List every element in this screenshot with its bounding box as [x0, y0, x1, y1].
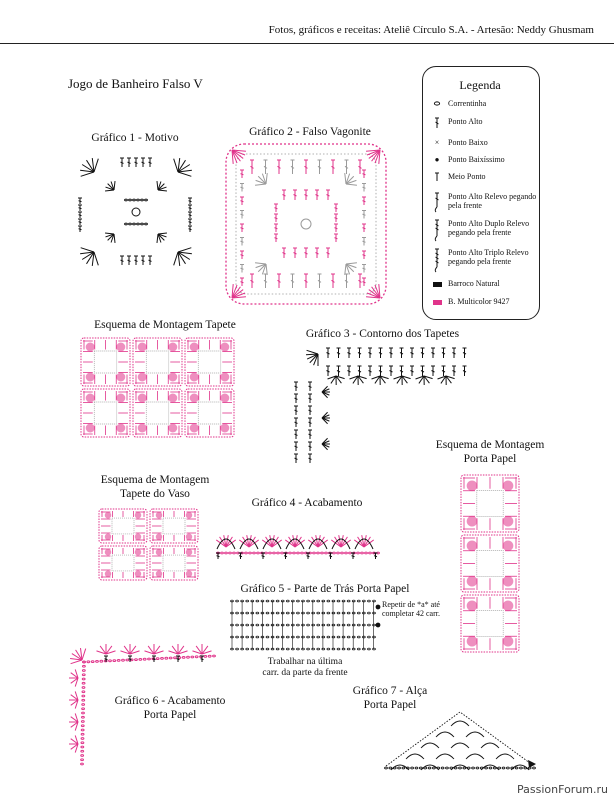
stitch-symbol	[358, 160, 362, 174]
stitch-symbol	[389, 348, 393, 358]
stitch-symbol	[362, 238, 366, 246]
fan-shell-symbol	[157, 233, 167, 243]
fan-arc-symbol	[466, 754, 484, 759]
stitch-symbol	[240, 184, 244, 192]
assembly-motif	[99, 509, 147, 543]
stitch-symbol	[304, 274, 308, 288]
single-crochet-icon: ×	[434, 138, 440, 147]
grafico-4-edging-chart	[214, 513, 384, 563]
stitch-symbol	[347, 348, 351, 358]
assembly-motif	[133, 389, 182, 437]
stitch-symbol	[274, 224, 278, 232]
fan-shell-symbol	[144, 644, 163, 654]
assembly-motif	[81, 338, 130, 386]
stitch-symbol	[379, 366, 383, 376]
fan-shell-symbol	[174, 158, 192, 176]
page-header-credits: Fotos, gráficos e receitas: Ateliê Círculo S.A. - Artesão: Neddy Ghusmam	[268, 24, 594, 36]
fan-shell-symbol	[232, 150, 246, 164]
fan-shell-symbol	[255, 173, 267, 185]
assembly-motif	[150, 546, 198, 580]
fan-shell-symbol	[69, 735, 78, 752]
legend-item-ponto-baixo: × Ponto Baixo	[430, 138, 540, 147]
stitch-symbol	[334, 234, 338, 242]
stitch-symbol	[294, 382, 298, 391]
watermark: PassionForum.ru	[517, 783, 608, 796]
stitch-symbol	[368, 366, 372, 376]
stitch-symbol	[264, 160, 268, 174]
stitch-symbol	[188, 219, 192, 225]
front-post-dtr-icon	[430, 248, 444, 274]
legend-item-alto-duplo-relevo: Ponto Alto Duplo Relevo pegando pela frente	[430, 219, 540, 243]
caption-grafico-6: Gráfico 6 - Acabamento Porta Papel	[114, 695, 226, 721]
stitch-symbol	[345, 274, 349, 288]
front-post-tr-icon	[430, 219, 444, 243]
stitch-symbol	[326, 248, 330, 258]
strap-outline	[386, 712, 534, 766]
fan-shell-symbol	[69, 691, 78, 708]
fan-arc-symbol	[481, 743, 499, 748]
fan-shell-symbol	[394, 376, 411, 385]
stitch-symbol	[308, 406, 312, 415]
caption-grafico-4: Gráfico 4 - Acabamento	[251, 497, 363, 509]
stitch-symbol	[368, 348, 372, 358]
assembly-motif	[461, 535, 519, 592]
esquema-tapete-grid	[80, 337, 240, 439]
stitch-symbol	[291, 160, 295, 174]
fan-shell-symbol	[322, 412, 330, 423]
picot-arc-symbol	[309, 539, 327, 549]
stitch-symbol	[78, 205, 82, 211]
legend-item-alto-relevo: Ponto Alto Relevo pegando pela frente	[430, 192, 540, 214]
stitch-symbol	[188, 212, 192, 218]
fan-shell-symbol	[345, 263, 357, 275]
fan-shell-symbol	[105, 181, 115, 191]
assembly-motif	[185, 338, 234, 386]
legend-item-correntinha: Correntinha	[430, 99, 540, 110]
half-double-crochet-icon	[430, 172, 444, 184]
stitch-symbol	[304, 248, 308, 258]
picot-arc-symbol	[286, 539, 304, 549]
stitch-symbol	[304, 190, 308, 200]
fan-shell-symbol	[350, 376, 367, 385]
assembly-motif	[81, 389, 130, 437]
fan-shell-symbol	[168, 644, 187, 654]
stitch-symbol	[334, 214, 338, 222]
stitch-symbol	[78, 198, 82, 204]
esquema-porta-papel-grid	[460, 474, 522, 656]
fan-shell-symbol	[345, 173, 357, 185]
fan-shell-symbol	[105, 233, 115, 243]
stitch-symbol	[120, 256, 124, 265]
caption-esquema-vaso: Esquema de Montagem Tapete do Vaso	[100, 474, 210, 500]
picot-arc-symbol	[240, 539, 258, 549]
header-divider	[0, 43, 614, 44]
repeat-marker	[376, 623, 380, 627]
assembly-motif	[185, 389, 234, 437]
stitch-symbol	[421, 348, 425, 358]
stitch-symbol	[362, 211, 366, 219]
stitch-symbol	[362, 170, 366, 178]
stitch-symbol	[291, 274, 295, 288]
grafico-6-edging-chart	[68, 640, 218, 770]
stitch-symbol	[294, 406, 298, 415]
stitch-symbol	[240, 251, 244, 259]
caption-grafico-3: Gráfico 3 - Contorno dos Tapetes	[305, 328, 460, 340]
fan-shell-symbol	[372, 376, 389, 385]
legend-item-alto-triplo-relevo: Ponto Alto Triplo Relevo pegando pela frente	[430, 248, 540, 274]
stitch-symbol	[308, 430, 312, 439]
fan-shell-symbol	[322, 438, 330, 449]
stitch-symbol	[240, 238, 244, 246]
stitch-symbol	[362, 251, 366, 259]
fan-shell-symbol	[416, 376, 433, 385]
slip-stitch-icon: ●	[434, 155, 440, 164]
caption-esquema-porta-papel: Esquema de Montagem Porta Papel	[435, 439, 545, 465]
stitch-symbol	[362, 197, 366, 205]
stitch-symbol	[410, 366, 414, 376]
stitch-symbol	[452, 348, 456, 358]
stitch-symbol	[240, 265, 244, 273]
fan-arc-symbol	[451, 721, 469, 726]
stitch-symbol	[294, 442, 298, 451]
fan-shell-symbol	[328, 376, 345, 385]
stitch-symbol	[318, 274, 322, 288]
fan-arc-symbol	[451, 743, 469, 748]
legend-item-meio-ponto: Meio Ponto	[430, 172, 540, 184]
grafico-3-border-chart	[288, 342, 474, 472]
stitch-symbol	[334, 224, 338, 232]
stitch-symbol	[362, 278, 366, 286]
stitch-symbol	[318, 160, 322, 174]
stitch-symbol	[78, 226, 82, 232]
stitch-symbol	[282, 190, 286, 200]
caption-esquema-tapete: Esquema de Montagem Tapete	[94, 319, 236, 331]
stitch-symbol	[347, 366, 351, 376]
fan-shell-symbol	[80, 158, 98, 176]
stitch-symbol	[141, 158, 145, 167]
grafico-2-vagonite-chart	[222, 140, 390, 308]
fan-shell-symbol	[80, 248, 98, 266]
stitch-symbol	[308, 454, 312, 463]
stitch-symbol	[442, 366, 446, 376]
stitch-symbol	[240, 197, 244, 205]
stitch-symbol	[282, 248, 286, 258]
picot-arc-symbol	[332, 539, 350, 549]
stitch-symbol	[308, 394, 312, 403]
stitch-symbol	[345, 160, 349, 174]
assembly-motif	[461, 595, 519, 652]
stitch-symbol	[362, 224, 366, 232]
motif-center-ring	[301, 219, 311, 229]
stitch-symbol	[148, 158, 152, 167]
grafico-1-motif-chart	[72, 152, 200, 272]
grafico-7-strap-chart	[378, 708, 542, 774]
stitch-symbol	[362, 265, 366, 273]
grafico-5-back-panel-chart	[228, 597, 380, 657]
double-crochet-icon	[430, 117, 444, 131]
stitch-symbol	[274, 204, 278, 212]
fan-shell-symbol	[120, 644, 139, 654]
fan-arc-symbol	[406, 754, 424, 759]
stitch-symbol	[293, 190, 297, 200]
fan-shell-symbol	[366, 150, 380, 164]
chain-stitch-icon	[430, 99, 444, 110]
assembly-motif	[150, 509, 198, 543]
stitch-symbol	[431, 366, 435, 376]
stitch-symbol	[326, 366, 330, 376]
stitch-symbol	[293, 248, 297, 258]
esquema-vaso-grid	[98, 508, 200, 582]
chain-row-symbol	[83, 655, 216, 663]
stitch-symbol	[410, 348, 414, 358]
caption-grafico-7: Gráfico 7 - Alça Porta Papel	[352, 685, 428, 711]
stitch-symbol	[331, 160, 335, 174]
stitch-symbol	[240, 278, 244, 286]
stitch-symbol	[274, 234, 278, 242]
stitch-symbol	[240, 211, 244, 219]
stitch-symbol	[331, 274, 335, 288]
stitch-symbol	[337, 348, 341, 358]
stitch-symbol	[294, 454, 298, 463]
assembly-motif	[133, 338, 182, 386]
fan-shell-symbol	[322, 386, 330, 397]
picot-arc-symbol	[217, 539, 235, 549]
legend-title: Legenda	[459, 78, 501, 92]
stitch-symbol	[78, 219, 82, 225]
stitch-symbol	[421, 366, 425, 376]
legend-item-ponto-baixissimo: ● Ponto Baixíssimo	[430, 155, 540, 164]
stitch-symbol	[152, 656, 156, 662]
stitch-symbol	[127, 256, 131, 265]
stitch-symbol	[358, 348, 362, 358]
stitch-symbol	[362, 184, 366, 192]
page-title: Jogo de Banheiro Falso V	[68, 76, 203, 91]
color-swatch-black	[430, 279, 444, 288]
stitch-symbol	[250, 160, 254, 174]
stitch-symbol	[188, 205, 192, 211]
stitch-symbol	[463, 366, 467, 376]
stitch-symbol	[308, 442, 312, 451]
stitch-symbol	[334, 204, 338, 212]
fan-arc-symbol	[421, 743, 439, 748]
legend-item-ponto-alto: Ponto Alto	[430, 117, 540, 131]
stitch-symbol	[200, 656, 204, 662]
picot-arc-symbol	[355, 539, 373, 549]
assembly-motif	[99, 546, 147, 580]
stitch-symbol	[127, 158, 131, 167]
stitch-symbol	[294, 418, 298, 427]
fan-shell-symbol	[96, 644, 115, 654]
fan-arc-symbol	[436, 732, 454, 737]
stitch-symbol	[358, 274, 362, 288]
fan-shell-symbol	[157, 181, 167, 191]
chain-row-symbol	[125, 199, 148, 201]
front-post-dc-icon	[430, 192, 444, 214]
stitch-symbol	[315, 190, 319, 200]
stitch-symbol	[240, 170, 244, 178]
fan-shell-symbol	[255, 263, 267, 275]
stitch-symbol	[120, 158, 124, 167]
stitch-symbol	[188, 198, 192, 204]
fan-shell-symbol	[69, 713, 78, 730]
stitch-symbol	[78, 212, 82, 218]
stitch-symbol	[431, 348, 435, 358]
grafico-5-bottom-note: Trabalhar na última carr. da parte da frente	[262, 657, 348, 678]
stitch-symbol	[134, 256, 138, 265]
stitch-symbol	[326, 190, 330, 200]
stitch-symbol	[304, 160, 308, 174]
stitch-symbol	[188, 226, 192, 232]
fan-shell-symbol	[174, 248, 192, 266]
stitch-symbol	[277, 274, 281, 288]
stitch-symbol	[358, 366, 362, 376]
caption-grafico-2: Gráfico 2 - Falso Vagonite	[249, 126, 371, 138]
stitch-symbol	[308, 382, 312, 391]
stitch-symbol	[389, 366, 393, 376]
stitch-symbol	[326, 348, 330, 358]
stitch-symbol	[134, 158, 138, 167]
assembly-motif	[461, 475, 519, 532]
stitch-symbol	[294, 394, 298, 403]
caption-grafico-1: Gráfico 1 - Motivo	[91, 132, 179, 144]
stitch-symbol	[315, 248, 319, 258]
fan-shell-symbol	[192, 644, 211, 654]
stitch-symbol	[463, 348, 467, 358]
stitch-symbol	[400, 348, 404, 358]
chain-row-symbol	[125, 223, 148, 225]
caption-grafico-5: Gráfico 5 - Parte de Trás Porta Papel	[240, 583, 410, 595]
grafico-5-repeat-note: Repetir de *a* até completar 42 carr.	[382, 600, 440, 618]
stitch-symbol	[240, 224, 244, 232]
fan-shell-symbol	[69, 669, 78, 686]
fan-shell-symbol	[438, 376, 455, 385]
picot-arc-symbol	[263, 539, 281, 549]
stitch-symbol	[308, 418, 312, 427]
repeat-marker	[376, 605, 380, 609]
stitch-symbol	[452, 366, 456, 376]
motif-center-ring	[132, 208, 140, 216]
fan-shell-symbol	[306, 350, 318, 366]
fan-arc-symbol	[496, 754, 514, 759]
stitch-symbol	[141, 256, 145, 265]
stitch-symbol	[148, 256, 152, 265]
stitch-symbol	[274, 214, 278, 222]
fan-arc-symbol	[466, 732, 484, 737]
stitch-symbol	[379, 348, 383, 358]
stitch-symbol	[337, 366, 341, 376]
color-swatch-pink	[430, 297, 444, 306]
stitch-symbol	[250, 274, 254, 288]
stitch-symbol	[264, 274, 268, 288]
legend-item-barroco-natural: Barroco Natural	[430, 279, 540, 288]
stitch-symbol	[294, 430, 298, 439]
fan-arc-symbol	[436, 754, 454, 759]
stitch-symbol	[277, 160, 281, 174]
stitch-symbol	[400, 366, 404, 376]
chain-row-symbol	[81, 661, 86, 765]
legend-item-multicolor: B. Multicolor 9427	[430, 297, 540, 306]
stitch-symbol	[442, 348, 446, 358]
